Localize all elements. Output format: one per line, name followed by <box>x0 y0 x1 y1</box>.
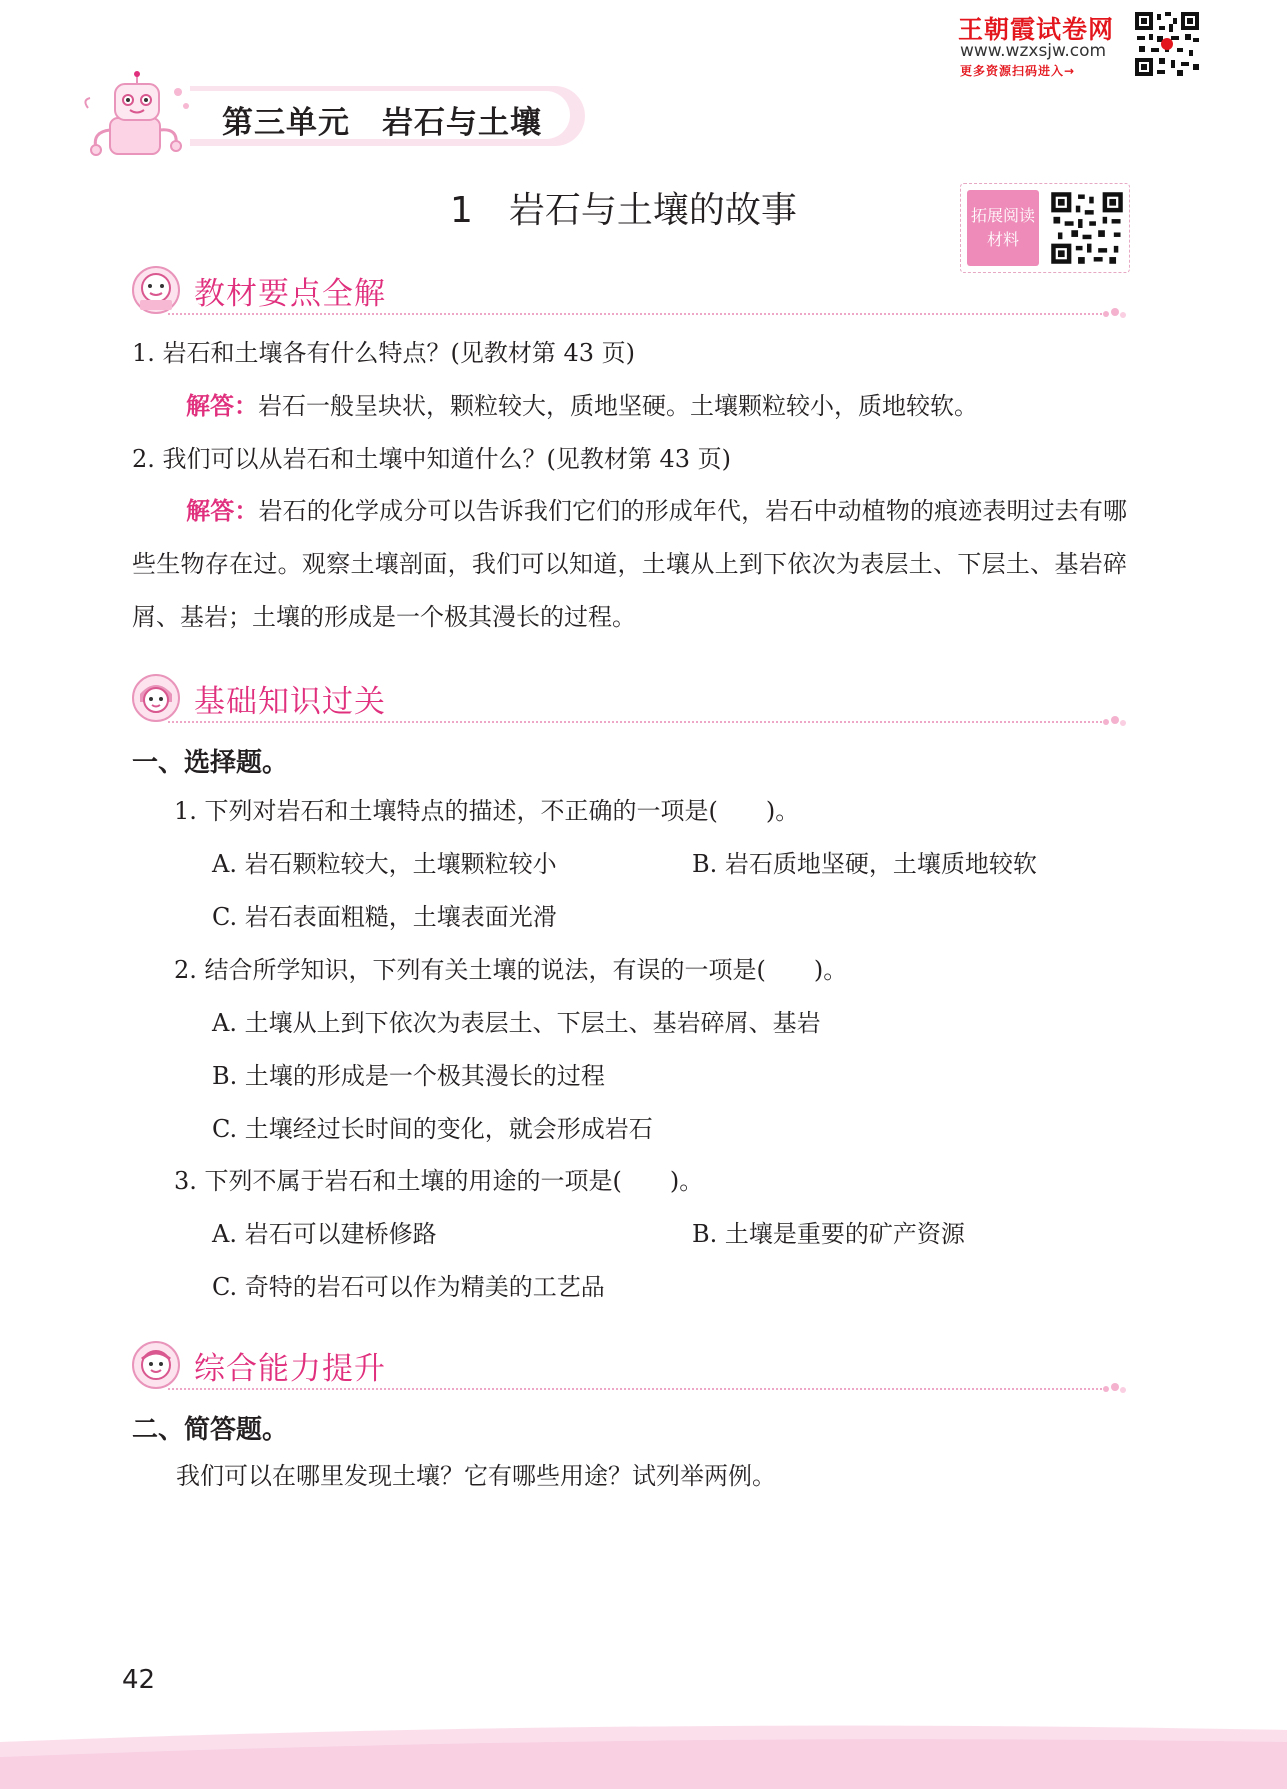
watermark-url[interactable]: www.wzxsjw.com <box>960 41 1107 61</box>
watermark-brand: 王朝霞试卷网 <box>958 15 1115 44</box>
section-title: 教材要点全解 <box>194 276 386 312</box>
key-point-answer-1 <box>186 391 978 421</box>
choice-q2-option-c[interactable]: C. 土壤经过长时间的变化，就会形成岩石 <box>212 1115 653 1143</box>
watermark <box>958 10 1208 82</box>
section-header-basic <box>128 670 1128 730</box>
answer-label: 解答： <box>186 392 258 420</box>
section-header-advanced <box>128 1337 1128 1397</box>
key-point-question-2: 2. 我们可以从岩石和土壤中知道什么？(见教材第 43 页) <box>132 445 732 473</box>
cartoon-girl-icon <box>128 672 184 724</box>
choice-q1-option-b[interactable]: B. 岩石质地坚硬，土壤质地较软 <box>692 850 1037 878</box>
choice-q3-option-a[interactable]: A. 岩石可以建桥修路 <box>212 1220 437 1248</box>
choice-heading: 一、选择题。 <box>132 748 289 778</box>
qr-code-icon[interactable] <box>1133 10 1201 78</box>
answer-text: 岩石的化学成分可以告诉我们它们的形成年代，岩石中动植物的痕迹表明过去有哪些生物存在过。观察土壤剖面，我们可以知道，土壤从上到下依次为表层土、下层土、基岩碎屑、基岩；土壤的形成是一个极其漫长的过程。 <box>132 497 1128 631</box>
unit-banner <box>80 70 600 160</box>
footer-band <box>0 1712 1287 1789</box>
choice-q3-option-b[interactable]: B. 土壤是重要的矿产资源 <box>692 1220 965 1248</box>
choice-q3-option-c[interactable]: C. 奇特的岩石可以作为精美的工艺品 <box>212 1273 605 1301</box>
choice-q1-option-a[interactable]: A. 岩石颗粒较大，土壤颗粒较小 <box>212 850 557 878</box>
extended-reading-line1: 拓展阅读 <box>970 206 1035 225</box>
extended-reading-box[interactable] <box>960 183 1130 273</box>
short-answer-heading: 二、简答题。 <box>132 1415 289 1445</box>
key-point-answer-2 <box>132 485 1127 644</box>
answer-text: 岩石一般呈块状，颗粒较大，质地坚硬。土壤颗粒较小，质地较软。 <box>258 392 978 420</box>
section-title: 基础知识过关 <box>194 684 386 720</box>
choice-q3-stem: 3. 下列不属于岩石和土壤的用途的一项是( )。 <box>174 1167 704 1195</box>
choice-q2-stem: 2. 结合所学知识，下列有关土壤的说法，有误的一项是( )。 <box>174 956 848 984</box>
decorative-dots-icon <box>1100 302 1128 324</box>
section-title: 综合能力提升 <box>194 1351 386 1387</box>
decorative-dots-icon <box>1100 710 1128 732</box>
section-header-key-points <box>128 262 1128 322</box>
choice-q1-stem: 1. 下列对岩石和土壤特点的描述，不正确的一项是( )。 <box>174 797 800 825</box>
extended-reading-line2: 材料 <box>986 230 1019 249</box>
choice-q2-option-b[interactable]: B. 土壤的形成是一个极其漫长的过程 <box>212 1062 605 1090</box>
robot-mascot-icon <box>80 70 200 160</box>
choice-q2-option-a[interactable]: A. 土壤从上到下依次为表层土、下层土、基岩碎屑、基岩 <box>212 1009 821 1037</box>
choice-q1-option-c[interactable]: C. 岩石表面粗糙，土壤表面光滑 <box>212 903 557 931</box>
watermark-hint: 更多资源扫码进入→ <box>960 64 1076 78</box>
short-answer-question: 我们可以在哪里发现土壤？它有哪些用途？试列举两例。 <box>176 1462 776 1490</box>
page-number: 42 <box>122 1665 156 1695</box>
cartoon-boy-icon <box>128 1339 184 1391</box>
unit-title: 第三单元 岩石与土壤 <box>222 105 542 141</box>
key-point-question-1: 1. 岩石和土壤各有什么特点？(见教材第 43 页) <box>132 339 636 367</box>
decorative-dots-icon <box>1100 1377 1128 1399</box>
answer-label: 解答： <box>186 497 259 525</box>
cartoon-reader-icon <box>128 264 184 316</box>
qr-code-icon[interactable] <box>1049 190 1125 266</box>
extended-reading-tag <box>967 190 1039 266</box>
lesson-title: 1 岩石与土壤的故事 <box>450 190 797 231</box>
